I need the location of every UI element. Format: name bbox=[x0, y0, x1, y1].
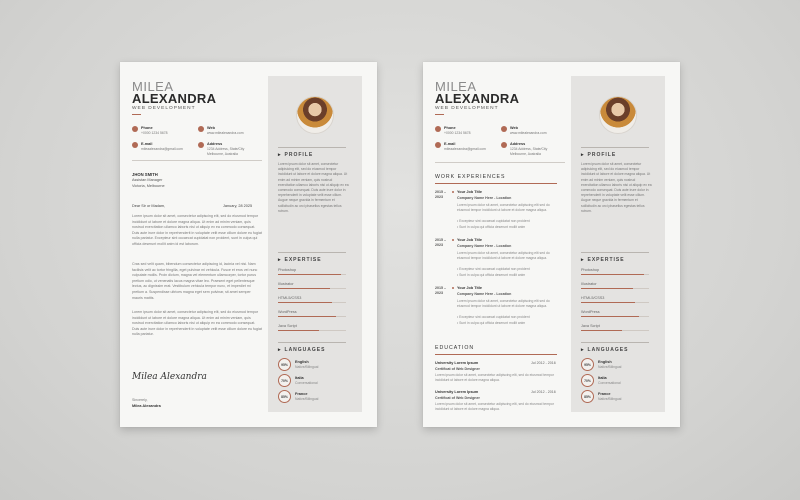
mail-icon bbox=[435, 142, 441, 148]
skill-bar bbox=[278, 330, 346, 331]
job-bullet: • Excepteur sint occaecat cupidatat non proident bbox=[457, 267, 530, 271]
phone-icon bbox=[132, 126, 138, 132]
skill-name: Illustrator bbox=[278, 282, 294, 286]
job-title: Your Job Title bbox=[457, 238, 482, 242]
job-company: Company Name Here - Location bbox=[457, 292, 512, 296]
skill-bar-fill bbox=[278, 330, 319, 331]
letter-paragraph-3: Lorem ipsum dolor sit amet, consectetur adipiscing elit, sed do eiusmod tempor incididunt ut labore et dolore magna aliqua. Ut enim ad minim veniam, quis nostrud exercitation ullamco laboris nisi ut aliquip ex ea commodo consequat. Duis aute irure dolor in reprehenderit in voluptate velit esse cillum dolore eu fugiat nulla pariatur. bbox=[132, 310, 262, 337]
skill-name: HTML5/CSS3 bbox=[278, 296, 302, 300]
contact-phone-value: +0000 1234 5678 bbox=[141, 131, 168, 135]
language-percent: 70% bbox=[581, 374, 594, 387]
language-level: Native/Bilingual bbox=[295, 397, 319, 401]
edu-degree: Certificat of Web Designer bbox=[435, 367, 480, 371]
skill-name: WordPress bbox=[581, 310, 600, 314]
skill-bar-fill bbox=[581, 316, 639, 317]
skill-name: Photoshop bbox=[581, 268, 600, 272]
arrow-icon: ▸ bbox=[581, 257, 585, 263]
languages-rule bbox=[278, 342, 346, 343]
profile-rule bbox=[278, 147, 346, 148]
job-role: WEB DEVELOPMENT bbox=[435, 106, 499, 111]
globe-icon bbox=[501, 126, 507, 132]
language-percent: 95% bbox=[278, 358, 291, 371]
language-level: Conversational bbox=[598, 381, 621, 385]
skill-name: HTML5/CSS3 bbox=[581, 296, 605, 300]
languages-heading: ▸ LANGUAGES bbox=[581, 347, 629, 353]
accent-bar bbox=[435, 114, 444, 115]
skill-bar bbox=[581, 288, 649, 289]
edu-description: Lorem ipsum dolor sit amet, consectetur adipiscing elit, sed do eiusmod tempor incididunt ut labore et dolore magna aliqua. bbox=[435, 373, 554, 382]
contact-web-label: Web bbox=[510, 126, 518, 130]
contact-email-value: mileaalexandra@gmail.com bbox=[444, 147, 486, 151]
contact-phone-value: +0000 1234 5678 bbox=[444, 131, 471, 135]
header-divider bbox=[132, 160, 262, 161]
mail-icon bbox=[132, 142, 138, 148]
signature: Milea Alexandra bbox=[132, 372, 207, 382]
skill-bar-fill bbox=[278, 316, 336, 317]
skill-bar-fill bbox=[278, 288, 330, 289]
job-years: 2015 – 2023 bbox=[435, 190, 446, 200]
contact-phone-label: Phone bbox=[444, 126, 456, 130]
letter-date: January, 28 2025 bbox=[223, 204, 253, 208]
edu-school: University Lorem Ipsum bbox=[435, 390, 479, 394]
globe-icon bbox=[198, 126, 204, 132]
language-name: France bbox=[295, 392, 308, 396]
first-name: MILEA bbox=[132, 79, 174, 94]
skill-bar-fill bbox=[581, 302, 635, 303]
expertise-rule bbox=[581, 252, 649, 253]
recipient-name: JHON SMITH bbox=[132, 172, 158, 177]
language-level: Conversational bbox=[295, 381, 318, 385]
signer-name: Milea Alexandra bbox=[132, 404, 161, 408]
education-heading: EDUCATION bbox=[435, 345, 475, 351]
skill-bar bbox=[581, 274, 649, 275]
language-percent: 95% bbox=[581, 358, 594, 371]
letter-paragraph-1: Lorem ipsum dolor sit amet, consectetur adipiscing elit, sed do eiusmod tempor incididunt ut labore et dolore magna aliqua. Ut enim ad minim veniam, quis nostrud exercitation ullamco laboris nisi ut aliquip ex ea commodo consequat. Duis aute irure dolor in reprehenderit in voluptate velit esse cillum dolore eu fugiat nulla pariatur. Excepteur sint occaecat cupidatat non proident, sunt in culpa qui officia deserunt mollit anim id est laborum. bbox=[132, 214, 262, 246]
job-description: Lorem ipsum dolor sit amet, consectetur adipiscing elit sed do eiusmod tempor incididunt ut labore et dolore magna aliqua. bbox=[457, 203, 550, 212]
skill-name: Java Script bbox=[278, 324, 297, 328]
language-level: Native/Bilingual bbox=[295, 365, 319, 369]
header-divider bbox=[435, 162, 565, 163]
contact-address-value: 1234 Address, State/City Melbourne, Australia bbox=[207, 147, 245, 156]
sidebar bbox=[268, 76, 362, 412]
profile-heading: ▸ PROFILE bbox=[581, 152, 617, 158]
language-level: Native/Bilingual bbox=[598, 365, 622, 369]
job-title: Your Job Title bbox=[457, 286, 482, 290]
arrow-icon: ▸ bbox=[278, 152, 282, 158]
arrow-icon: ▸ bbox=[278, 347, 282, 353]
skill-bar-fill bbox=[278, 302, 332, 303]
job-bullet: • Sunt in culpa qui officia deserunt mollit anim bbox=[457, 321, 526, 325]
job-years: 2015 – 2023 bbox=[435, 286, 446, 296]
cover-letter-page bbox=[120, 62, 377, 427]
recipient-title: Assistan Manager bbox=[132, 178, 163, 182]
language-name: Italia bbox=[598, 376, 607, 380]
profile-text: Lorem ipsum dolor sit amet, consectetur adipisicing elit, sed do eiusmod tempor incididunt ut labore et dolore magna aliqua. Ut enim ad minim veniam, quis nostrud exercitation ullamco laboris nisi ut aliquip ex ea commodo consequat. Duis aute irure dolor in reprehenderit in voluptate velit esse cillum. Augue neque gravida in fermentum et sollicitudin ac orci phasellus egestas tellus rutrum. bbox=[278, 162, 349, 213]
skill-bar bbox=[581, 302, 649, 303]
first-name: MILEA bbox=[435, 79, 477, 94]
arrow-icon: ▸ bbox=[581, 347, 585, 353]
edu-school: University Lorem Ipsum bbox=[435, 361, 479, 365]
skill-name: Photoshop bbox=[278, 268, 297, 272]
profile-heading: ▸ PROFILE bbox=[278, 152, 314, 158]
expertise-heading: ▸ EXPERTISE bbox=[581, 257, 625, 263]
accent-bar bbox=[132, 114, 141, 115]
job-role: WEB DEVELOPMENT bbox=[132, 106, 196, 111]
timeline-dot bbox=[452, 287, 454, 289]
arrow-icon: ▸ bbox=[278, 257, 282, 263]
arrow-icon: ▸ bbox=[581, 152, 585, 158]
language-percent: 85% bbox=[581, 390, 594, 403]
job-bullet: • Excepteur sint occaecat cupidatat non proident bbox=[457, 219, 530, 223]
languages-rule bbox=[581, 342, 649, 343]
contact-email-value: mileaalexandra@gmail.com bbox=[141, 147, 183, 151]
letter-paragraph-2: Cras sed velit quam, bibendum consectetur adipiscing id, lacinia vel nisi. Nam facilisis velit ac tortor fringilla, eget pulvinar mi vehicula. Fusce et eros vel nunc vulputate mollis. Proin dictum, magna vel elementum ullamcorper, tortor purus pretium odio, ut venenatis lacus magna vitae leo. Praesent eget pellentesque lectus, ac dignissim erat. Vestibulum vehicula tempor nunc, et imperdiet mi pretium a. Suspendisse ultrices magna eget sem pulvinar, sit amet semper mauris mattis. bbox=[132, 262, 258, 300]
job-company: Company Name Here - Location bbox=[457, 196, 512, 200]
resume-page bbox=[423, 62, 680, 427]
sincerely-label: Sincerely, bbox=[132, 398, 148, 402]
job-bullet: • Sunt in culpa qui officia deserunt mollit anim bbox=[457, 273, 526, 277]
job-company: Company Name Here - Location bbox=[457, 244, 512, 248]
skill-bar-fill bbox=[581, 288, 633, 289]
greeting: Dear Sir or Madam, bbox=[132, 204, 166, 208]
job-bullet: • Excepteur sint occaecat cupidatat non proident bbox=[457, 315, 530, 319]
last-name: ALEXANDRA bbox=[435, 91, 520, 106]
skill-bar bbox=[278, 302, 346, 303]
language-name: Italia bbox=[295, 376, 304, 380]
edu-degree: Certificat of Web Designer bbox=[435, 396, 480, 400]
contact-address-label: Address bbox=[207, 142, 223, 146]
skill-bar bbox=[581, 330, 649, 331]
timeline-dot bbox=[452, 239, 454, 241]
edu-years: Jul 2012 - 2016 bbox=[531, 361, 556, 365]
work-rule bbox=[435, 183, 557, 184]
map-pin-icon bbox=[501, 142, 507, 148]
skill-bar bbox=[278, 274, 346, 275]
edu-years: Jul 2012 - 2016 bbox=[531, 390, 556, 394]
edu-description: Lorem ipsum dolor sit amet, consectetur adipiscing elit, sed do eiusmod tempor incididunt ut labore et dolore magna aliqua. bbox=[435, 402, 554, 411]
languages-heading: ▸ LANGUAGES bbox=[278, 347, 326, 353]
language-level: Native/Bilingual bbox=[598, 397, 622, 401]
sidebar bbox=[571, 76, 665, 412]
profile-photo bbox=[296, 96, 334, 134]
skill-bar-fill bbox=[581, 274, 644, 275]
language-name: English bbox=[598, 360, 612, 364]
skill-name: Illustrator bbox=[581, 282, 597, 286]
expertise-rule bbox=[278, 252, 346, 253]
contact-email-label: E-mail bbox=[444, 142, 456, 146]
language-percent: 85% bbox=[278, 390, 291, 403]
job-bullet: • Sunt in culpa qui officia deserunt mollit anim bbox=[457, 225, 526, 229]
job-description: Lorem ipsum dolor sit amet, consectetur adipiscing elit sed do eiusmod tempor incididunt ut labore et dolore magna aliqua. bbox=[457, 251, 550, 260]
recipient-city: Victoria, Melbourne bbox=[132, 184, 165, 188]
map-pin-icon bbox=[198, 142, 204, 148]
last-name: ALEXANDRA bbox=[132, 91, 217, 106]
skill-bar-fill bbox=[581, 330, 622, 331]
skill-bar bbox=[278, 316, 346, 317]
contact-phone-label: Phone bbox=[141, 126, 153, 130]
work-heading: WORK EXPERIENCES bbox=[435, 174, 506, 180]
job-title: Your Job Title bbox=[457, 190, 482, 194]
contact-web-label: Web bbox=[207, 126, 215, 130]
phone-icon bbox=[435, 126, 441, 132]
skill-bar bbox=[581, 316, 649, 317]
skill-bar-fill bbox=[278, 274, 341, 275]
skill-bar bbox=[278, 288, 346, 289]
contact-address-label: Address bbox=[510, 142, 526, 146]
contact-address-value: 1234 Address, State/City Melbourne, Australia bbox=[510, 147, 548, 156]
language-percent: 70% bbox=[278, 374, 291, 387]
timeline-dot bbox=[452, 191, 454, 193]
contact-web-value: www.milealexandra.com bbox=[510, 131, 547, 135]
contact-web-value: www.milealexandra.com bbox=[207, 131, 244, 135]
expertise-heading: ▸ EXPERTISE bbox=[278, 257, 322, 263]
profile-rule bbox=[581, 147, 649, 148]
job-description: Lorem ipsum dolor sit amet, consectetur adipiscing elit sed do eiusmod tempor incididunt ut labore et dolore magna aliqua. bbox=[457, 299, 550, 308]
job-years: 2015 – 2023 bbox=[435, 238, 446, 248]
contact-email-label: E-mail bbox=[141, 142, 153, 146]
education-rule bbox=[435, 354, 557, 355]
skill-name: WordPress bbox=[278, 310, 297, 314]
skill-name: Java Script bbox=[581, 324, 600, 328]
profile-photo bbox=[599, 96, 637, 134]
language-name: France bbox=[598, 392, 611, 396]
profile-text: Lorem ipsum dolor sit amet, consectetur adipisicing elit, sed do eiusmod tempor incididunt ut labore et dolore magna aliqua. Ut enim ad minim veniam, quis nostrud exercitation ullamco laboris nisi ut aliquip ex ea commodo consequat. Duis aute irure dolor in reprehenderit in voluptate velit esse cillum. Augue neque gravida in fermentum et sollicitudin ac orci phasellus egestas tellus rutrum. bbox=[581, 162, 652, 213]
language-name: English bbox=[295, 360, 309, 364]
